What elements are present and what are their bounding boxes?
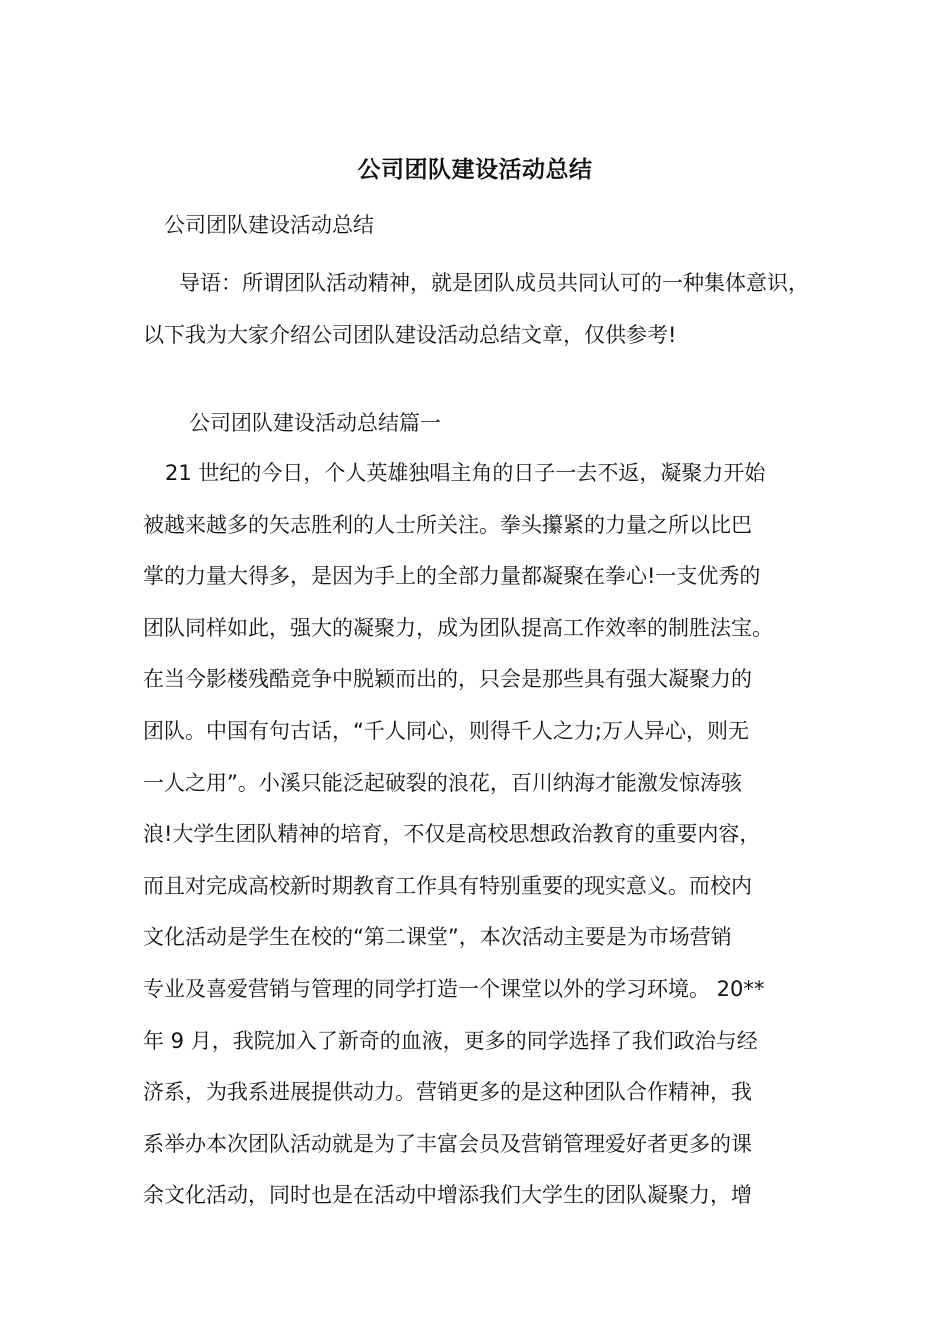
body-line: 文化活动是学生在校的“第二课堂”，本次活动主要是为市场营销 <box>143 925 732 950</box>
body-paragraph <box>143 448 827 1222</box>
body-line: 而且对完成高校新时期教育工作具有特别重要的现实意义。而校内 <box>143 873 752 898</box>
intro-line: 识，以下我为大家介绍公司团队建设活动总结文章，仅供参考! <box>143 271 809 347</box>
body-line: 专业及喜爱营销与管理的同学打造一个课堂以外的学习环境。 20** <box>143 976 765 1001</box>
body-line: 浪!大学生团队精神的培育，不仅是高校思想政治教育的重要内容， <box>143 822 761 847</box>
body-line: 余文化活动，同时也是在活动中增添我们大学生的团队凝聚力，增 <box>143 1183 752 1208</box>
body-line: 一人之用”。小溪只能泛起破裂的浪花，百川纳海才能激发惊涛骇 <box>143 770 742 795</box>
section-heading: 公司团队建设活动总结篇一 <box>189 411 441 435</box>
document-title: 公司团队建设活动总结 <box>357 157 593 183</box>
intro-line: 导语：所谓团队活动精神，就是团队成员共同认可的一种集体意 <box>179 271 767 295</box>
body-line: 团队。中国有句古话，“千人同心，则得千人之力;万人异心，则无 <box>143 718 749 743</box>
body-line: 21 世纪的今日，个人英雄独唱主角的日子一去不返，凝聚力开始 <box>165 461 766 485</box>
body-line: 年 9 月，我院加入了新奇的血液，更多的同学选择了我们政治与经 <box>143 1028 758 1053</box>
body-line: 被越来越多的矢志胜利的人士所关注。拳头攥紧的力量之所以比巴 <box>143 512 752 537</box>
body-line: 系举办本次团队活动就是为了丰富会员及营销管理爱好者更多的课 <box>143 1131 752 1156</box>
body-line: 掌的力量大得多，是因为手上的全部力量都凝聚在拳心!一支优秀的 <box>143 564 761 589</box>
body-line: 济系，为我系进展提供动力。营销更多的是这种团队合作精神，我 <box>143 1080 752 1105</box>
body-line: 在当今影楼残酷竞争中脱颖而出的，只会是那些具有强大凝聚力的 <box>143 667 752 692</box>
body-line: 团队同样如此，强大的凝聚力，成为团队提高工作效率的制胜法宝。 <box>143 615 773 640</box>
document-subtitle: 公司团队建设活动总结 <box>164 213 374 237</box>
intro-paragraph <box>143 257 815 361</box>
